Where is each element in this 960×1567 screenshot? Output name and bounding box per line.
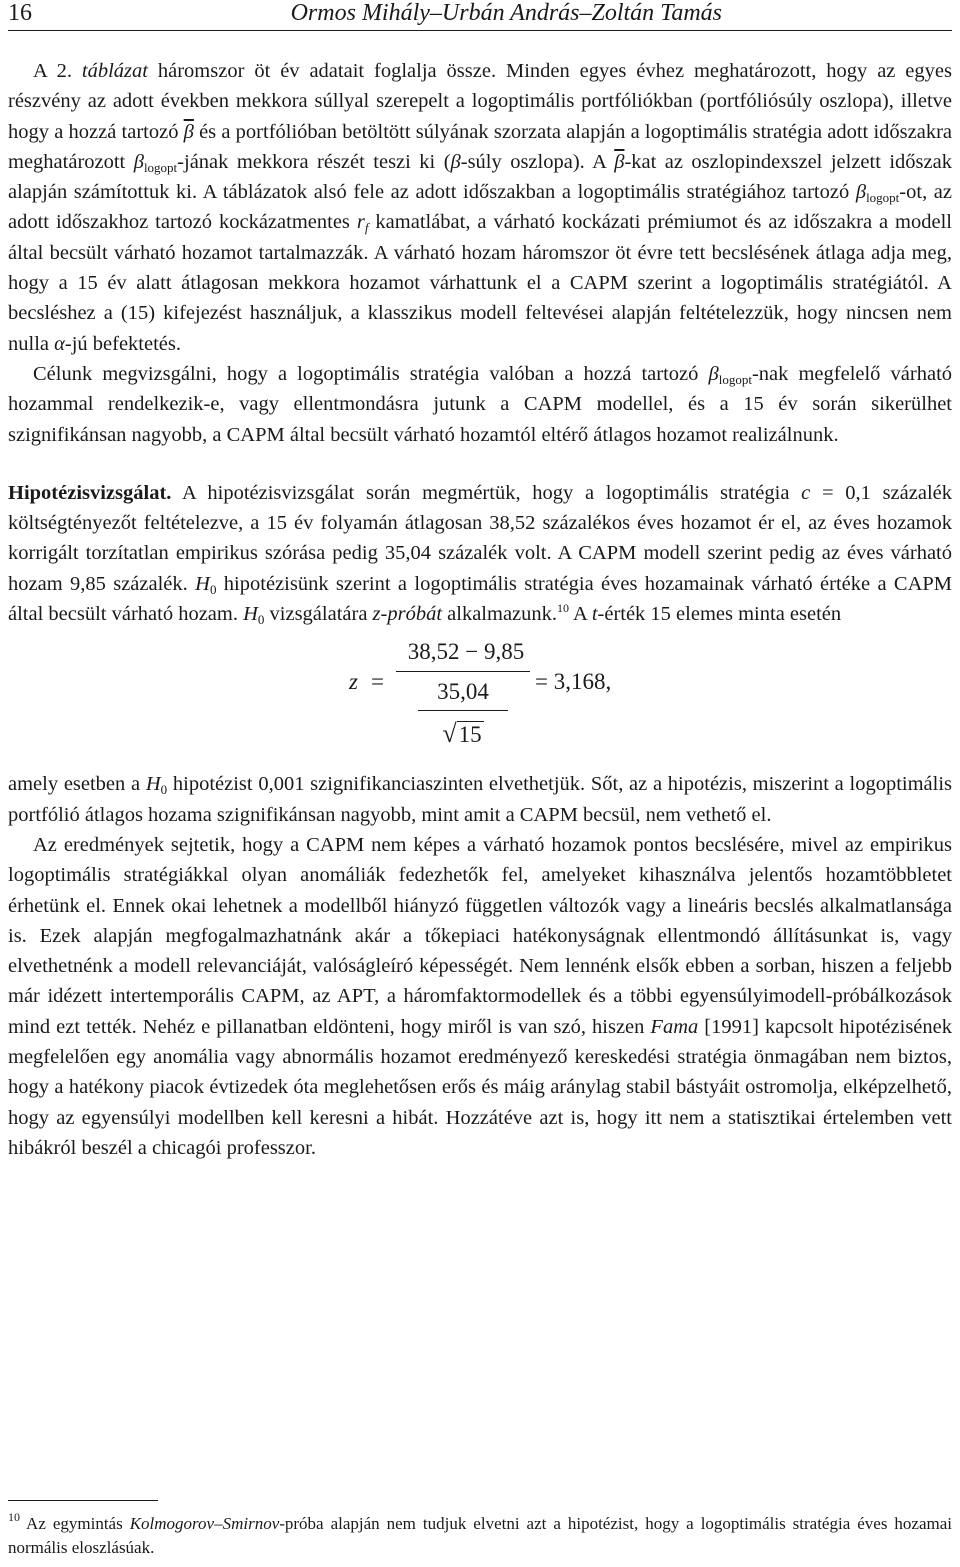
running-header: [8, 0, 952, 31]
footnote-number: 10: [8, 1510, 20, 1524]
formula-equals: =: [371, 669, 384, 695]
formula-denominator: [396, 677, 530, 750]
paragraph-table-description: A 2. táblázat háromszor öt év adatait foglalja össze. Minden egyes évhez meghatározott, hogy az egyes részvény az adott években mekkora súllyal szerepelt a logoptimális portfóliókban (portfóliósúly oszlopa), illetve hogy a hozzá tartozó $\overline{\beta}$ és a portfólióban betöltött súlyának szorzata alapján a logoptimális stratégia adott időszakra meghatározott $\beta_{logopt}$-jának mekkora részét teszi ki (β-súly oszlopa). A $\overline{\beta}$-kat az oszlopindexszel jelzett időszak alapján számítottuk ki. A táblázatok alsó fele az adott időszakban a logoptimális stratégiához tartozó $\beta_{logopt}-ot$, az adott időszakhoz tartozó kockázatmentes $r_f$ kamatlábat, a várható kockázati prémiumot és az időszakra a modell által becsült várható hozamot tartalmazzák. A várható hozam háromszor öt évre tett becslésének átlaga adja meg, hogy a 15 év alatt átlagosan mekkora hozamot várhattunk el a CAPM szerint a logoptimális stratégiától. A becsléshez a (15) kifejezést használjuk, a klasszikus modell feltevései alapján feltételezzük, hogy nincsen nem nulla α-jú befektetés.: [8, 60, 953, 355]
radicand: 15: [458, 721, 482, 747]
running-title: Ormos Mihály–Urbán András–Zoltán Tamás: [290, 0, 722, 26]
paragraph-hypothesis-test: Hipotézisvizsgálat. A hipotézisvizsgálat során megmértük, hogy a logoptimális stratégia c = 0,1 százalék költségtényezőt feltételezve, a 15 év folyamán átlagosan 38,52 százalékos éves hozamot ér el, az éves hozamok korrigált torzítatlan empirikus szórása pedig 35,04 százalék volt. A CAPM modell szerint pedig az éves várható hozam 9,85 százalék. $H_0$ hipotézisünk szerint a logoptimális stratégia éves hozamainak várható értéke a CAPM által becsült várható hozam. $H_0$ vizsgálatára z-próbát alkalmazunk.$^{10}$ A t-érték 15 elemes minta esetén: [8, 481, 953, 628]
fraction-bar: [396, 671, 530, 672]
footnote-reference[interactable]: 10: [557, 601, 570, 616]
paragraph-conclusion: amely esetben a $H_0$ hipotézist 0,001 szignifikanciaszinten elvethetjük. Sőt, az a hipotézis, miszerint a logoptimális portfólió átlagos hozama szignifikánsan nagyobb, mint amit a CAPM becsül, nem vethető el.: [8, 773, 952, 826]
square-root: [396, 719, 530, 750]
page-number: 16: [8, 0, 32, 26]
paragraph-goal: Célunk megvizsgálni, hogy a logoptimális stratégia valóban a hozzá tartozó $\beta_{logopt}$-nak megfelelő várható hozammal rendelkezik-e, vagy ellentmondásra jutunk a CAPM modellel, és a 15 év során sikerülhet szignifikánsan nagyobb, a CAPM által becsült várható hozamtól eltérő átlagos hozamot realizálnunk.: [8, 362, 953, 446]
formula-result: = 3,168,: [535, 669, 612, 695]
formula-lhs: z: [349, 669, 358, 695]
radical-sign: √: [442, 718, 457, 748]
beta-bar-symbol: $\overline{\beta}$: [183, 120, 194, 143]
z-test-formula: [8, 629, 952, 769]
body-text: [8, 56, 952, 1163]
beta-bar-symbol: $\overline{\beta}$: [614, 150, 625, 173]
footnote: $^{10}$ Az egymintás Kolmogorov–Smirnov-próba alapján nem tudjuk elvetni azt a hipotézist, hogy a logoptimális stratégia éves hozamai normális eloszlásúak.: [8, 1510, 952, 1557]
denominator-value: 35,04: [418, 677, 508, 710]
formula-numerator: 38,52 − 9,85: [407, 639, 525, 665]
section-heading: Hipotézisvizsgálat.: [8, 481, 172, 504]
paragraph-discussion: Az eredmények sejtetik, hogy a CAPM nem képes a várható hozamok pontos becslésére, mivel az empirikus logoptimális stratégiákkal olyan anomáliák fedezhetők fel, amelyeket kihasználva jelentős hozamtöbbletet érhetünk el. Ennek okai lehetnek a modellből hiányzó független változók vagy a lineáris becslés alkalmatlansága is. Ezek alapján megfogalmazhatnánk akár a tőkepiaci hatékonyságnak ellentmondó állításunkat is, vagy elvethetnénk a modell relevanciáját, valóságleíró képességét. Nem lennénk elsők ebben a sorban, hiszen a feljebb már idézett intertemporális CAPM, az APT, a háromfaktormodellek és a többi egyensúlyimodell-próbálkozások mind ezt tették. Nehéz e pillanatban eldönteni, hogy miről is van szó, hiszen Fama [1991] kapcsolt hipotézisének megfelelően egy anomália vagy abnormális hozamot eredményező kereskedési stratégia önmagában nem biztos, hogy a hatékony piacok évtizedek óta meglehetősen erős és máig aránylag stabil bástyáit ostromolja, elképzelhető, hogy az egyensúlyi modellben kell keresni a hibát. Hozzátéve azt is, hogy itt nem a statisztikai értelemben vett hibákról beszél a chicagói professzor.: [8, 833, 952, 1159]
footnote-divider: [8, 1500, 158, 1501]
